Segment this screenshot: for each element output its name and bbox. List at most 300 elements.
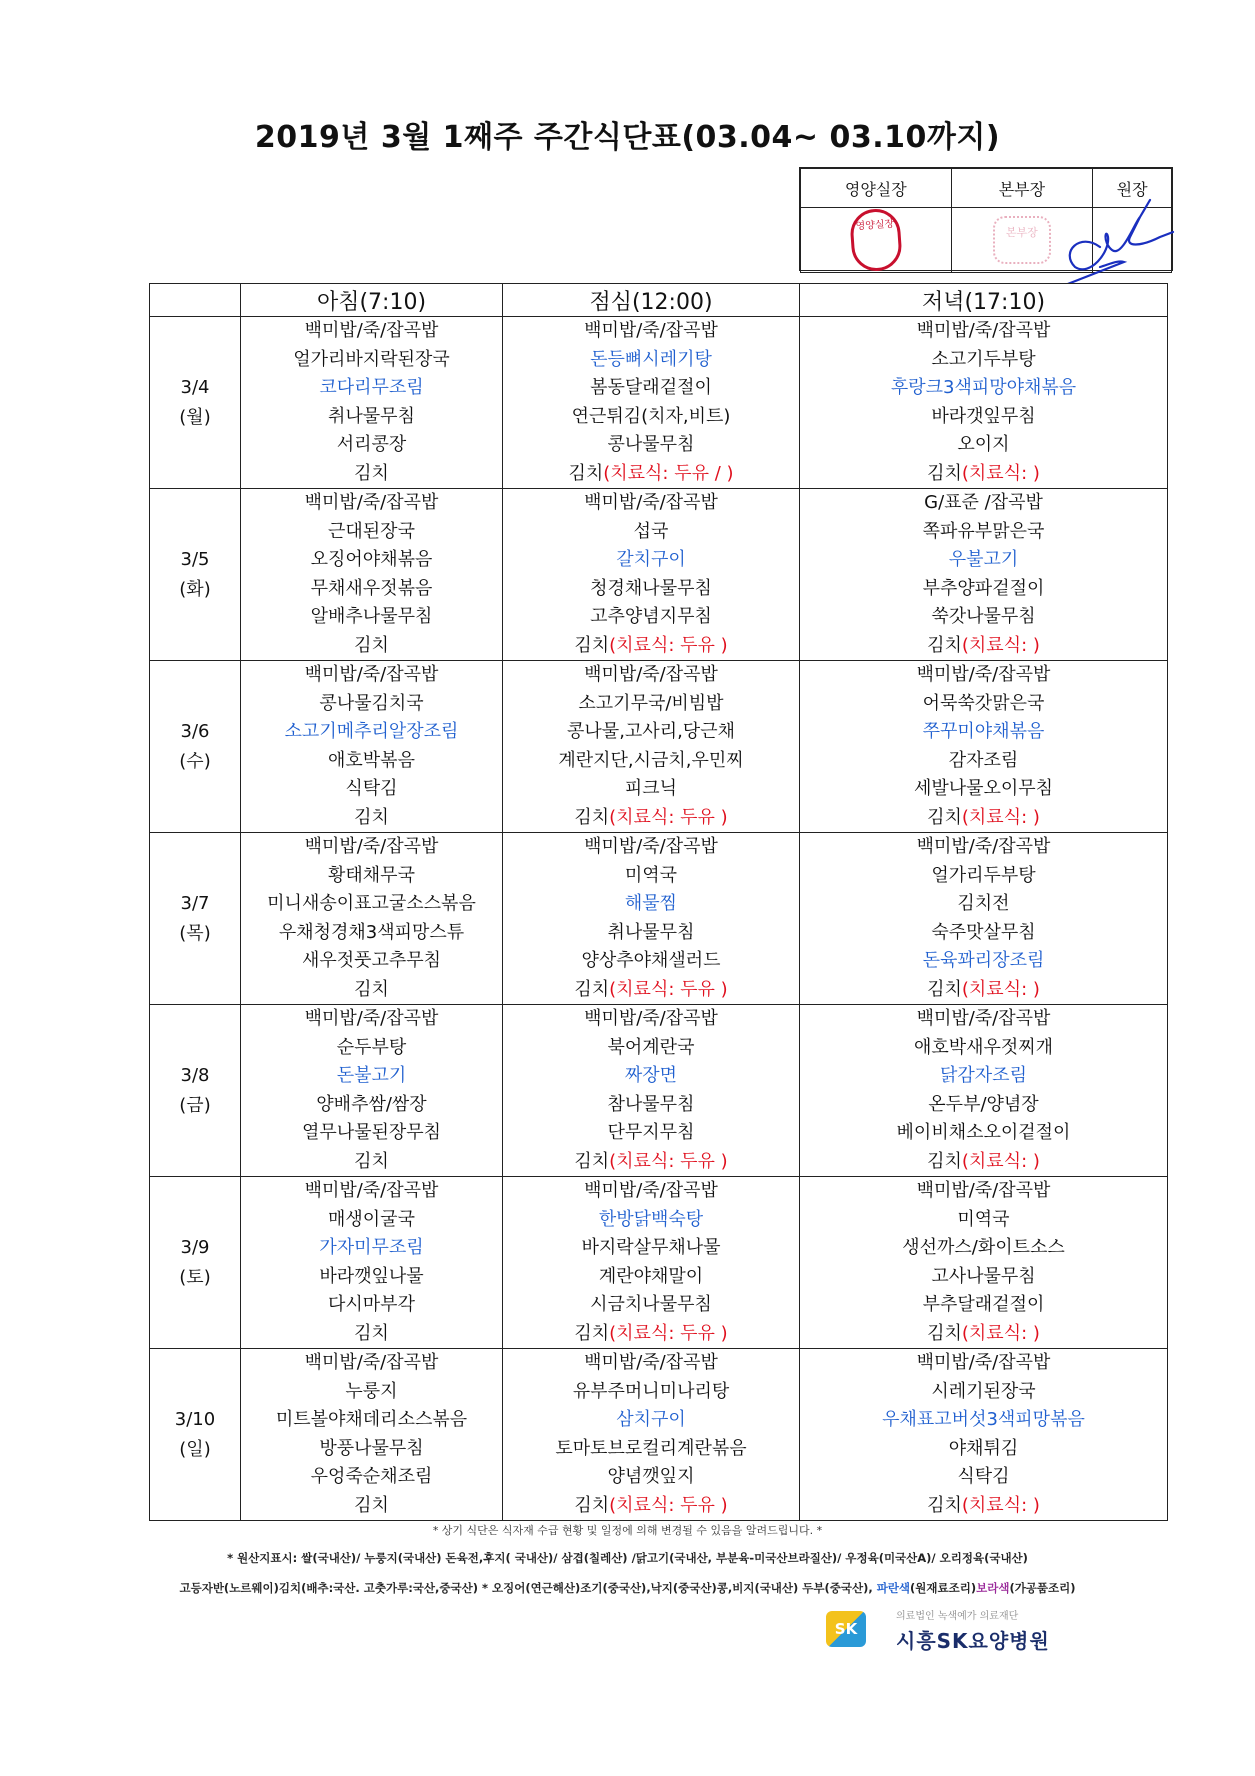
breakfast-cell xyxy=(241,833,503,1005)
menu-item-name: 연근튀김(치자,비트) xyxy=(571,405,731,427)
menu-item-name: 우엉죽순채조림 xyxy=(310,1466,433,1487)
menu-item-name: 김치 xyxy=(574,1494,610,1516)
menu-item-name: 고추양념지무침 xyxy=(590,606,712,627)
menu-item-name: 콩나물무침 xyxy=(607,434,695,455)
therapeutic-diet-note: (치료식: 두유 ) xyxy=(609,1322,728,1344)
menu-item-name: 김치 xyxy=(927,806,962,828)
menu-item-name: 생선까스/화이트소스 xyxy=(902,1237,1065,1258)
menu-item xyxy=(241,603,502,632)
menu-item-name: 섭국 xyxy=(633,520,669,542)
menu-item xyxy=(800,1034,1167,1063)
menu-item xyxy=(800,1378,1167,1407)
menu-item xyxy=(800,431,1167,460)
menu-item xyxy=(503,460,799,489)
menu-item-name: 김치 xyxy=(574,806,610,828)
origin-line-1: * 원산지표시: 쌀(국내산)/ 누룽지(국내산) 돈육전,후지( 국내산)/ 삼겹(칠레산) /닭고기(국내산, 부분육-미국산브라질산)/ 우정육(미국산A)/ 오리정육(국내산) xyxy=(227,1551,1028,1565)
lunch-cell xyxy=(503,1005,800,1177)
menu-item xyxy=(241,1492,502,1521)
dinner-cell xyxy=(800,1005,1168,1177)
menu-item-name: 방풍나물무침 xyxy=(319,1437,424,1459)
menu-item-name: 황태채무국 xyxy=(328,864,415,886)
menu-item xyxy=(800,1349,1167,1378)
menu-item xyxy=(503,718,799,747)
menu-item-name: 닭감자조림 xyxy=(940,1065,1027,1086)
menu-item xyxy=(241,346,502,375)
lunch-cell xyxy=(503,661,800,833)
menu-item-name: 쑥갓나물무침 xyxy=(931,606,1036,627)
menu-item-name: 백미밥/죽/잡곡밥 xyxy=(304,1180,439,1201)
menu-item xyxy=(503,976,799,1005)
menu-item-name: 김치 xyxy=(354,1322,389,1344)
menu-item xyxy=(503,1005,799,1034)
menu-item xyxy=(503,1378,799,1407)
menu-item xyxy=(241,890,502,919)
menu-item-name: 야채튀김 xyxy=(948,1437,1019,1459)
menu-item-name: 오징어야채볶음 xyxy=(310,549,433,570)
menu-item xyxy=(503,431,799,460)
menu-item xyxy=(241,661,502,690)
menu-item xyxy=(241,1206,502,1235)
menu-item xyxy=(503,403,799,432)
menu-item xyxy=(241,489,502,518)
menu-item-name: 쭈꾸미야채볶음 xyxy=(922,721,1045,742)
menu-item-name: 김치 xyxy=(927,462,962,484)
menu-item xyxy=(800,1406,1167,1435)
menu-item-name: 김치 xyxy=(354,806,389,828)
menu-item-name: 부추양파겉절이 xyxy=(922,577,1045,599)
day-date: 3/7 xyxy=(180,892,210,914)
menu-item xyxy=(800,1177,1167,1206)
menu-item xyxy=(800,804,1167,833)
menu-item-name: 우불고기 xyxy=(948,549,1019,570)
menu-item-name: 토마토브로컬리계란볶음 xyxy=(555,1437,747,1459)
menu-item xyxy=(800,1463,1167,1492)
foundation-name: 의료법인 녹색예가 의료재단 xyxy=(896,1611,1019,1622)
menu-item-name: 유부주머니미나리탕 xyxy=(572,1380,730,1402)
menu-item-name: 짜장면 xyxy=(624,1065,678,1086)
menu-item-name: 양상추야채샐러드 xyxy=(581,950,721,971)
therapeutic-diet-note: (치료식: 두유 ) xyxy=(609,634,728,656)
approval-sign-nutrition xyxy=(801,208,952,273)
day-label xyxy=(150,317,241,489)
menu-item-name: 미역국 xyxy=(624,864,678,886)
menu-item-name: 코다리무조림 xyxy=(319,377,424,398)
menu-item-name: 백미밥/죽/잡곡밥 xyxy=(584,1180,718,1201)
menu-item xyxy=(241,1148,502,1177)
menu-item xyxy=(800,575,1167,604)
menu-item xyxy=(503,890,799,919)
menu-item xyxy=(241,804,502,833)
menu-item-name: 피크닉 xyxy=(624,778,678,799)
menu-item xyxy=(503,1320,799,1349)
day-date: 3/8 xyxy=(180,1064,210,1086)
header-lunch: 점심(12:00) xyxy=(503,284,800,317)
legend-blue-desc: (원재료조리) xyxy=(910,1581,977,1595)
breakfast-cell xyxy=(241,661,503,833)
menu-item xyxy=(800,346,1167,375)
menu-item xyxy=(800,1435,1167,1464)
menu-item-name: 갈치구이 xyxy=(616,549,686,570)
menu-item-name: 식탁김 xyxy=(957,1466,1010,1487)
dinner-cell xyxy=(800,1177,1168,1349)
menu-item xyxy=(241,460,502,489)
menu-item-name: 돈등뼈시레기탕 xyxy=(590,348,712,370)
menu-item xyxy=(241,632,502,661)
menu-item-name: 청경채나물무침 xyxy=(590,577,712,599)
menu-header-row xyxy=(150,284,1168,317)
menu-item xyxy=(241,403,502,432)
menu-item xyxy=(241,1034,502,1063)
menu-item-name: 양념깻잎지 xyxy=(607,1466,695,1487)
menu-item xyxy=(800,718,1167,747)
day-label xyxy=(150,1005,241,1177)
menu-item-name: 오이지 xyxy=(957,434,1010,455)
menu-item-name: 김치 xyxy=(354,462,389,484)
menu-item xyxy=(800,1148,1167,1177)
menu-item xyxy=(241,1177,502,1206)
menu-item xyxy=(800,603,1167,632)
menu-item xyxy=(241,518,502,547)
menu-item xyxy=(241,1349,502,1378)
dinner-cell xyxy=(800,833,1168,1005)
menu-item xyxy=(800,489,1167,518)
menu-item xyxy=(800,1291,1167,1320)
hospital-logo xyxy=(826,1607,1086,1653)
lunch-cell xyxy=(503,489,800,661)
menu-item xyxy=(503,518,799,547)
menu-item-name: 어묵쑥갓맑은국 xyxy=(922,692,1045,714)
menu-item xyxy=(503,1034,799,1063)
therapeutic-diet-note: (치료식: ) xyxy=(961,1494,1040,1516)
day-date: 3/5 xyxy=(180,548,210,570)
day-label xyxy=(150,1177,241,1349)
menu-item-name: 김치 xyxy=(568,462,604,484)
lunch-cell xyxy=(503,1177,800,1349)
menu-item-name: 알배추나물무침 xyxy=(310,606,433,627)
menu-item-name: 숙주맛살무침 xyxy=(931,921,1036,943)
menu-item xyxy=(503,1263,799,1292)
menu-item-name: 계란야채말이 xyxy=(598,1265,704,1287)
breakfast-cell xyxy=(241,1005,503,1177)
menu-item xyxy=(503,1206,799,1235)
day-weekday: (금) xyxy=(179,1094,211,1116)
menu-item xyxy=(241,1119,502,1148)
menu-item xyxy=(241,374,502,403)
menu-item-name: 백미밥/죽/잡곡밥 xyxy=(304,1008,439,1029)
menu-item-name: 김치 xyxy=(927,1322,962,1344)
menu-item xyxy=(241,718,502,747)
menu-item xyxy=(503,804,799,833)
menu-item-name: 백미밥/죽/잡곡밥 xyxy=(584,320,718,341)
breakfast-cell xyxy=(241,317,503,489)
therapeutic-diet-note: (치료식: ) xyxy=(961,978,1040,1000)
menu-item xyxy=(800,919,1167,948)
menu-item xyxy=(241,1234,502,1263)
menu-item-name: 소고기두부탕 xyxy=(931,348,1036,370)
menu-item-name: 백미밥/죽/잡곡밥 xyxy=(584,492,718,513)
menu-item-name: 돈육꽈리장조림 xyxy=(922,950,1045,971)
menu-body xyxy=(150,317,1168,1521)
menu-item xyxy=(503,1406,799,1435)
therapeutic-diet-note: (치료식: 두유 / ) xyxy=(603,462,734,484)
menu-item xyxy=(241,1406,502,1435)
lunch-cell xyxy=(503,833,800,1005)
menu-item-name: 후랑크3색피망야채볶음 xyxy=(890,377,1077,398)
menu-item-name: 우채표고버섯3색피망볶음 xyxy=(882,1409,1085,1430)
page-title: 2019년 3월 1째주 주간식단표(03.04~ 03.10까지) xyxy=(254,120,1001,155)
menu-item-name: 가자미무조림 xyxy=(319,1237,424,1258)
menu-item-name: 식탁김 xyxy=(345,778,398,799)
menu-item xyxy=(241,1291,502,1320)
menu-item-name: 김치 xyxy=(574,1150,610,1172)
menu-item-name: 북어계란국 xyxy=(607,1036,695,1058)
menu-item xyxy=(800,546,1167,575)
menu-item-name: 단무지무침 xyxy=(607,1122,695,1143)
menu-item xyxy=(241,317,502,346)
menu-item xyxy=(241,1091,502,1120)
menu-item-name: 쪽파유부맑은국 xyxy=(922,520,1045,542)
menu-item xyxy=(503,833,799,862)
menu-item-name: 소고기메추리알장조림 xyxy=(284,721,459,742)
menu-item xyxy=(241,1062,502,1091)
menu-item-name: 바라깻잎나물 xyxy=(319,1265,424,1287)
menu-item-name: 봄동달래겉절이 xyxy=(590,377,712,398)
menu-item-name: 무채새우젓볶음 xyxy=(310,577,433,599)
menu-item xyxy=(800,947,1167,976)
weekly-menu-table xyxy=(149,283,1168,1521)
therapeutic-diet-note: (치료식: ) xyxy=(961,462,1040,484)
menu-item xyxy=(503,661,799,690)
day-date: 3/10 xyxy=(174,1408,216,1430)
menu-item xyxy=(503,632,799,661)
therapeutic-diet-note: (치료식: ) xyxy=(961,806,1040,828)
menu-item-name: 김치 xyxy=(574,978,610,1000)
day-weekday: (수) xyxy=(179,750,211,772)
approval-header-chief: 원장 xyxy=(1093,169,1172,208)
menu-item xyxy=(241,575,502,604)
menu-item xyxy=(241,1463,502,1492)
menu-item-name: 돈불고기 xyxy=(336,1065,407,1086)
menu-item xyxy=(800,690,1167,719)
legend-blue: 파란색 xyxy=(876,1581,911,1595)
therapeutic-diet-note: (치료식: ) xyxy=(961,1322,1040,1344)
menu-item-name: 김치 xyxy=(354,1150,389,1172)
menu-item-name: G/표준 /잡곡밥 xyxy=(924,492,1043,513)
menu-item-name: 시금치나물무침 xyxy=(590,1294,712,1315)
menu-item xyxy=(241,431,502,460)
menu-item xyxy=(800,1062,1167,1091)
menu-item xyxy=(503,489,799,518)
menu-item xyxy=(800,1263,1167,1292)
approval-header-nutrition: 영양실장 xyxy=(801,169,952,208)
menu-item-name: 김치 xyxy=(927,634,962,656)
menu-item-name: 매생이굴국 xyxy=(328,1208,415,1230)
menu-item xyxy=(503,546,799,575)
legend-purple-desc: (가공품조리) xyxy=(1009,1581,1076,1595)
hospital-name: 시흥SK요양병원 xyxy=(896,1629,1050,1653)
day-row xyxy=(150,1005,1168,1177)
menu-item xyxy=(800,1234,1167,1263)
menu-item xyxy=(503,919,799,948)
day-label xyxy=(150,661,241,833)
menu-item-name: 해물찜 xyxy=(624,893,678,914)
day-row xyxy=(150,1349,1168,1521)
menu-item xyxy=(241,775,502,804)
menu-item xyxy=(800,661,1167,690)
day-row xyxy=(150,489,1168,661)
menu-item-name: 김치 xyxy=(354,978,389,1000)
therapeutic-diet-note: (치료식: 두유 ) xyxy=(609,978,728,1000)
menu-item xyxy=(503,1177,799,1206)
menu-item-name: 서리콩장 xyxy=(336,434,407,455)
menu-item xyxy=(241,947,502,976)
menu-item xyxy=(241,546,502,575)
menu-item-name: 백미밥/죽/잡곡밥 xyxy=(304,492,439,513)
menu-item-name: 취나물무침 xyxy=(607,921,695,943)
menu-item-name: 미트볼야채데리소스볶음 xyxy=(275,1409,468,1430)
menu-item-name: 김치 xyxy=(574,634,610,656)
menu-item xyxy=(800,833,1167,862)
menu-item xyxy=(503,317,799,346)
menu-item-name: 콩나물,고사리,당근채 xyxy=(567,721,735,742)
origin-line-2-text: 고등자반(노르웨이)김치(배추:국산. 고춧가루:국산,중국산) * 오징어(연근해산)조기(중국산),낙지(중국산)콩,비지(국내산) 두부(중국산), xyxy=(179,1581,877,1595)
menu-item-name: 다시마부각 xyxy=(328,1294,415,1315)
menu-item xyxy=(800,1320,1167,1349)
breakfast-cell xyxy=(241,489,503,661)
menu-item-name: 세발나물오이무침 xyxy=(913,778,1054,799)
menu-item-name: 계란지단,시금치,우민찌 xyxy=(558,749,744,771)
menu-item-name: 김치전 xyxy=(957,893,1010,914)
therapeutic-diet-note: (치료식: ) xyxy=(961,1150,1040,1172)
menu-item xyxy=(503,1234,799,1263)
therapeutic-diet-note: (치료식: 두유 ) xyxy=(609,1150,728,1172)
menu-item xyxy=(241,747,502,776)
menu-item xyxy=(800,976,1167,1005)
pink-seal-stamp: 본부장 xyxy=(993,216,1051,264)
menu-item xyxy=(800,862,1167,891)
menu-item-name: 백미밥/죽/잡곡밥 xyxy=(916,836,1051,857)
breakfast-cell xyxy=(241,1177,503,1349)
breakfast-cell xyxy=(241,1349,503,1521)
menu-item-name: 백미밥/죽/잡곡밥 xyxy=(916,1180,1051,1201)
menu-item xyxy=(503,747,799,776)
day-row xyxy=(150,317,1168,489)
day-label xyxy=(150,833,241,1005)
menu-item xyxy=(503,1492,799,1521)
menu-item-name: 백미밥/죽/잡곡밥 xyxy=(916,320,1051,341)
header-breakfast: 아침(7:10) xyxy=(241,284,503,317)
menu-item-name: 감자조림 xyxy=(948,749,1019,771)
menu-item xyxy=(800,1492,1167,1521)
menu-item xyxy=(800,632,1167,661)
signature-scribble xyxy=(1040,192,1175,287)
dinner-cell xyxy=(800,317,1168,489)
dinner-cell xyxy=(800,661,1168,833)
menu-item xyxy=(503,1463,799,1492)
menu-item-name: 백미밥/죽/잡곡밥 xyxy=(916,1352,1051,1373)
menu-item xyxy=(503,947,799,976)
menu-item xyxy=(503,775,799,804)
menu-item xyxy=(800,374,1167,403)
menu-item xyxy=(503,1291,799,1320)
approval-header-director: 본부장 xyxy=(951,169,1093,208)
menu-item xyxy=(503,862,799,891)
menu-item-name: 백미밥/죽/잡곡밥 xyxy=(304,320,439,341)
day-row xyxy=(150,1177,1168,1349)
menu-item-name: 김치 xyxy=(927,978,962,1000)
menu-item-name: 콩나물김치국 xyxy=(319,692,424,714)
menu-item xyxy=(241,1263,502,1292)
therapeutic-diet-note: (치료식: ) xyxy=(961,634,1040,656)
menu-item-name: 김치 xyxy=(354,1494,389,1516)
menu-item xyxy=(800,747,1167,776)
header-dinner: 저녁(17:10) xyxy=(800,284,1168,317)
therapeutic-diet-note: (치료식: 두유 ) xyxy=(609,806,728,828)
day-row xyxy=(150,833,1168,1005)
menu-item-name: 우채청경채3색피망스튜 xyxy=(278,921,465,943)
menu-item xyxy=(503,1435,799,1464)
menu-item xyxy=(800,518,1167,547)
menu-item-name: 얼가리두부탕 xyxy=(931,864,1036,886)
menu-item xyxy=(503,374,799,403)
menu-item-name: 한방닭백숙탕 xyxy=(598,1208,704,1230)
menu-item xyxy=(800,317,1167,346)
menu-item xyxy=(241,833,502,862)
change-notice: * 상기 식단은 식자재 수급 현황 및 일정에 의해 변경될 수 있음을 알려드립니다. * xyxy=(432,1524,823,1537)
menu-item-name: 참나물무침 xyxy=(607,1093,695,1115)
menu-item xyxy=(800,460,1167,489)
menu-item-name: 바지락살무채나물 xyxy=(581,1237,721,1258)
menu-item-name: 김치 xyxy=(927,1150,962,1172)
origin-line-2 xyxy=(0,1580,1255,1596)
menu-item xyxy=(241,976,502,1005)
header-blank xyxy=(150,284,241,317)
menu-item xyxy=(800,775,1167,804)
menu-item-name: 백미밥/죽/잡곡밥 xyxy=(304,1352,439,1373)
lunch-cell xyxy=(503,1349,800,1521)
day-label xyxy=(150,489,241,661)
menu-item xyxy=(800,1206,1167,1235)
menu-item-name: 새우젓풋고추무침 xyxy=(301,950,442,971)
menu-item-name: 삼치구이 xyxy=(616,1409,686,1430)
day-row xyxy=(150,661,1168,833)
day-weekday: (토) xyxy=(179,1266,211,1288)
menu-item-name: 양배추쌈/쌈장 xyxy=(316,1093,427,1115)
menu-item xyxy=(503,1119,799,1148)
menu-item xyxy=(503,690,799,719)
menu-item xyxy=(800,1091,1167,1120)
day-weekday: (월) xyxy=(179,406,211,428)
menu-item xyxy=(241,690,502,719)
lunch-cell xyxy=(503,317,800,489)
legend-purple: 보라색 xyxy=(976,1581,1010,1595)
menu-item-name: 백미밥/죽/잡곡밥 xyxy=(584,836,718,857)
menu-item-name: 열무나물된장무침 xyxy=(301,1122,442,1143)
menu-item-name: 애호박볶음 xyxy=(328,749,415,771)
menu-item xyxy=(503,603,799,632)
day-weekday: (화) xyxy=(179,578,211,600)
menu-item xyxy=(241,1320,502,1349)
menu-item xyxy=(800,1119,1167,1148)
menu-item-name: 김치 xyxy=(574,1322,610,1344)
menu-item xyxy=(503,346,799,375)
menu-item-name: 백미밥/죽/잡곡밥 xyxy=(584,664,718,685)
menu-item-name: 순두부탕 xyxy=(336,1036,407,1058)
therapeutic-diet-note: (치료식: 두유 ) xyxy=(609,1494,728,1516)
menu-item-name: 미니새송이표고굴소스볶음 xyxy=(267,893,476,914)
menu-item-name: 시레기된장국 xyxy=(931,1380,1036,1402)
menu-item xyxy=(241,1435,502,1464)
